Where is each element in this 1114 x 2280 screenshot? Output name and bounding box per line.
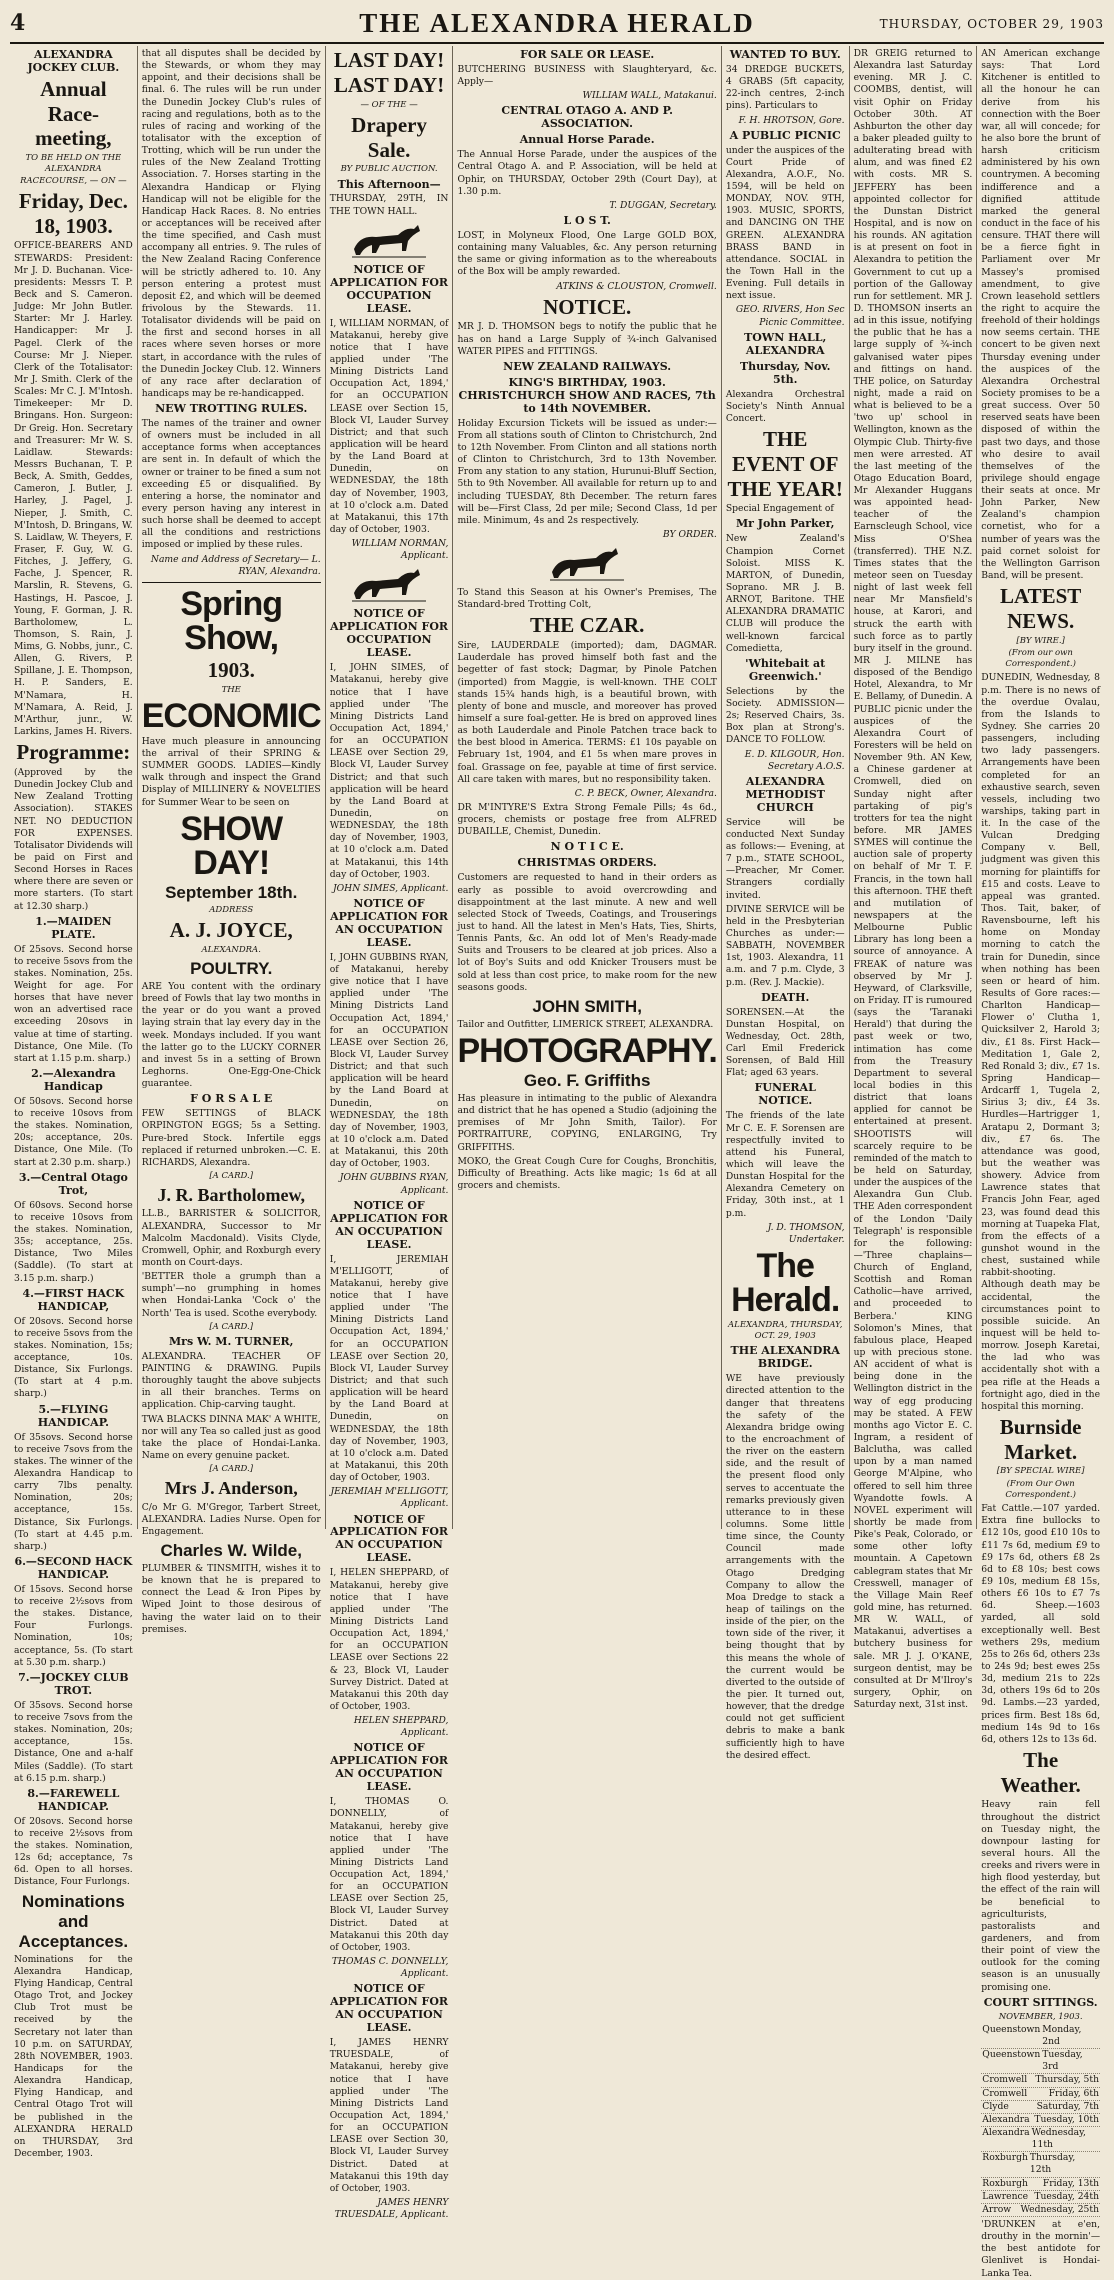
headline: A. J. JOYCE, (169, 917, 293, 942)
signature-line: J. D. THOMSON, Undertaker. (767, 1221, 845, 1245)
headline: FOR SALE OR LEASE. (520, 48, 655, 61)
issue-date: THURSDAY, OCTOBER 29, 1903 (879, 17, 1104, 31)
body-text: 'DRUNKEN at e'en, drouthy in the mornin'—the best antidote for Glenlivet is Hondai-Lanka Tea. (981, 2219, 1101, 2279)
body-text: 34 DREDGE BUCKETS, 4 GRABS (5ft capacity, 22-inch centres, 2-inch pins). Particulars to (725, 63, 845, 112)
headline: PHOTOGRAPHY. (457, 1031, 717, 1070)
sitting-date: Thursday, 5th (1035, 2074, 1100, 2086)
signature-line: HELEN SHEPPARD, Applicant. (353, 1715, 449, 1739)
body-text: Of 35sovs. Second horse to receive 7sovs from the stakes. The winner of the Alexandra Handicap to carry 7lbs penalty. Nomination, 20s; acceptance, 15s. Distance, Six Furlongs. (To start at 4.45 p.m. sharp.) (14, 1431, 133, 1552)
headline: NOTICE OF APPLICATION FOR AN OCCUPATION LEASE. (330, 896, 449, 949)
headline: Thursday, Nov. 5th. (739, 359, 831, 386)
headline: LAST DAY! LAST DAY! (333, 48, 445, 97)
sitting-row (981, 2204, 1100, 2217)
columns (10, 46, 1104, 2279)
headline: Mrs J. Anderson, (164, 1478, 298, 1499)
body-text: that all disputes shall be decided by the Stewards, or whom they may appoint, and their decisions shall be final. 6. The rules will be run under the Dunedin Jockey Club's rules of racing and regulations, both as to the rules of racing and working of the totalisator with the exception of Trotting, which will be run under the rules of the New Zealand Trotting Association. 7. Horses starting in the Alexandra Handicap or Flying Handicap will not be eligible for the Handicap Hack Races. 8. No entries or acceptances will be received after the time specified, and Cash must accompany all entries. 9. The rules of the New Zealand Racing Conference will be strictly adhered to. 10. Any person entering a protest must deposit £2, and which will be deemed frivolous by the Stewards. 11. Totalisator dividends will be paid on the first and second horses in all races where seven horses or more start, in accordance with the rules of the Dunedin Jockey Club. 12. Winners of any race after declaration of handicaps may be re-handicapped. (141, 48, 321, 399)
body-text: Has pleasure in intimating to the public of Alexandra and district that he has opened a Studio (adjoining the premises of Mr John Smith, Tailor). For PORTRAITURE, COPYING, ENLARGING, Try GRIFFITHS. (457, 1093, 717, 1153)
body-text: DR M'INTYRE'S Extra Strong Female Pills; 4s 6d., grocers, chemists or postage free from ALFRED DUBAILLE, Chemist, Dunedin. (457, 802, 717, 838)
headline: F O R S A L E (190, 1092, 273, 1106)
sitting-place: Roxburgh (982, 2152, 1028, 2164)
body-text: DR GREIG returned to Alexandra last Saturday evening. MR J. C. COOMBS, dentist, will visit Ophir on Friday October 30th. AT Ashburton the other day a baker pleaded guilty to adulterating bread with alum, and was fined £2 with costs. MR S. JEFFERY has been appointed collector for the Dunstan District Hospital, and is now on his rounds. AN agitation is at present on foot in Alexandra to petition the Government to cut up a portion of the Galloway run for settlement. MR J. D. THOMSON inserts an ad in this issue, notifying the public that he has a large supply of ¾-inch galvanised water pipes and fittings on hand. THE police, on Saturday night, made a raid on what is believed to be a 'two up' school in Wellington, known as the Olympic Club. Thirty-five men were arrested. AT the last meeting of the Otago Education Board, Mr Alexander Huggans was appointed head-teacher of the Earnscleugh School, vice Miss O'Shea (transferred). THE N.Z. Times states that the meteor seen on Tuesday night of last week fell near Mr Mansfield's house, at Karori, and struck the earth with such force as to partly bury itself in the ground. MR J. MILNE has disposed of the Bendigo Hotel, Alexandra, to Mr E. Bellamy, of Dunedin. A PUBLIC picnic under the auspices of the Alexandra Court of Foresters will be held on November 9th. AN Kew, a Chinese gardener at Cromwell, died on Sunday night after partaking of pig's trotters for tea the night before. MR JAMES SYMES will continue the auction sale of property on behalf of Mr T. F. Francis, in the town hall this afternoon. THE theft and mutilation of newspapers at the Melbourne Public Library has long been a source of annoyance. A FREAK of nature was observed by Mr J. Heyward, of Clarksville, on Friday. IT is rumoured (says the 'Taranaki Herald') that during the past week or two, intimation has come from the Treasury Department to several local bodies in this district that loans applied for cannot be entertained at present. SHOOTISTS will scarcely require to be reminded of the match to be held on Saturday, under the auspices of the Alexandra Gun Club. THE Aden correspondent of the London 'Daily Telegraph' is responsible for the following:—'Three chaplains—Church of England, Scottish and Roman Catholic—have arrived, and proceeded to Berbera.' KING Solomon's Mines, that fabulous place, Heaped up with precious stone. AN accident of what is being done in the Wellington district in the way of egg producing may be stated. A FEW months ago Victor E. C. Ingram, a resident of Balclutha, was called upon by a man named George M'Alpine, who offered to sell him three Wyandotte fowls. A NOVEL experiment will shortly be made from Pike's Peak, Colorado, or some other lofty mountain. A Capetown cablegram states that Mr Cresswell, manager of the Village Main Reef gold mine, has returned. MR W. WALL, of Matakanui, advertises a butchery business for sale. MR J. J. O'KANE, surgeon dentist, may be consulted at Dr M'Ilroy's surgery, Ophir, on Saturday next, 31st inst. (853, 48, 973, 1711)
headline: A PUBLIC PICNIC (729, 128, 841, 142)
subheading: (From our own Correspondent.) (1005, 647, 1076, 670)
headline: Annual Horse Parade. (519, 133, 655, 147)
body-text: PLUMBER & TINSMITH, wishes it to be known that he is prepared to connect the Lead & Iron Pipes by Wiped Joint to those desirous of having the water laid on to their premises. (141, 1563, 321, 1635)
headline: FUNERAL NOTICE. (754, 1081, 816, 1108)
column-6 (850, 46, 978, 1711)
column-5 (722, 46, 850, 1761)
headline: ALEXANDRA METHODIST CHURCH (745, 774, 825, 814)
signature-line: JOHN SIMES, Applicant. (332, 882, 449, 894)
headline: Geo. F. Griffiths (523, 1070, 651, 1090)
body-text: Sire, LAUDERDALE (imported); dam, DAGMAR. Lauderdale has proved himself both fast and the begetter of fast stock; Dagmar, by Pinole Patchen (imported) from Maggie, is well-known. THE COLT stands 15¾ hands high, is a beautiful brown, with plenty of bone and muscle, and moreover has proved himself a sure foal-getter. He is bred on approved lines as both Lauderdale and Pinole Patchen trace back to the best blood in America. TERMS: £1 10s payable on February 1st, 1904, and £1 5s when mare proves in foal. Grassage on fee, payable at time of first service. All care taken with mares, but no responsibility taken. (457, 640, 717, 785)
sitting-date: Thursday, 12th (1029, 2152, 1076, 2176)
body-text: To Stand this Season at his Owner's Premises, The Standard-bred Trotting Colt, (457, 587, 717, 611)
page-number: 4 (10, 10, 26, 36)
subheading: [A CARD.] (209, 1464, 254, 1475)
signature-line: GEO. RIVERS, Hon Sec Picnic Committee. (735, 304, 845, 328)
body-text: Service will be conducted Next Sunday as follows:— Evening, at 7 p.m., STATE SCHOOL,—Preacher, Mr Comer. Strangers cordially invited. (725, 816, 845, 901)
signature-line: T. DUGGAN, Secretary. (609, 199, 717, 211)
headline: 5.—FLYING HANDICAP. (37, 1402, 109, 1429)
body-text: Of 15sovs. Second horse to receive 2½sovs from the stakes. Distance, Four Furlongs. Nomination, 10s; acceptance, 5s. (To start at 5.30 p.m. sharp.) (14, 1583, 133, 1668)
body-text: I, THOMAS O. DONNELLY, of Matakanui, hereby give notice that I have applied under 'The Mining Districts Land Occupation Act, 1894,' for an OCCUPATION LEASE over Section 25, Block VI, Lauder Survey District. Dated at Matakanui this 20th day of October, 1903. (329, 1796, 449, 1953)
body-text: Heavy rain fell throughout the district on Tuesday night, the downpour lasting for several hours. All the creeks and rivers were in high flood yesterday, but the effect of the rain will be beneficial to agriculturists, pastoralists and gardeners, and from their point of view the outlook for the coming season is an unusually promising one. (981, 1799, 1101, 1993)
subheading: — OF THE — (360, 99, 418, 110)
headline: Nominations and Acceptances. (18, 1891, 129, 1951)
subheading: (From Our Own Correspondent.) (1005, 1478, 1076, 1500)
body-text: I, WILLIAM NORMAN, of Matakanui, hereby give notice that I have applied under 'The Mining Districts Land Occupation Act, 1894,' for an OCCUPATION LEASE over Section 15, Block VI, Lauder Survey District; and that such application will be heard by the Land Board at Dunedin, on WEDNESDAY, the 18th day of November, 1903, at 10 o'clock a.m. Dated at Matakanui, this 17th day of October, 1903. (329, 317, 449, 536)
headline: Programme: (16, 740, 131, 765)
masthead (10, 8, 1104, 44)
body-text: Of 20sovs. Second horse to receive 5sovs from the stakes. Nomination, 15s; acceptance, 10s. Distance, Six Furlongs. (To start at 4 p.m. sharp.) (14, 1315, 133, 1400)
signature-line: JAMES HENRY TRUESDALE, Applicant. (334, 2197, 449, 2221)
headline: THE ALEXANDRA BRIDGE. (730, 1344, 840, 1371)
sitting-row (981, 2101, 1100, 2114)
body-text: THURSDAY, 29TH, IN THE TOWN HALL. (329, 193, 449, 217)
body-text: Nominations for the Alexandra Handicap, Flying Handicap, Central Otago Trot, and Jockey Club Trot must be received by the Secretary not later than 10 p.m. on SATURDAY, 28th NOVEMBER, 1903. Handicaps for the Alexandra Handicap, Flying Handicap, and Central Otago Trot will be published in the ALEXANDRA HERALD on THURSDAY, 3rd December, 1903. (14, 1953, 133, 2159)
signature-line: ATKINS & CLOUSTON, Cromwell. (556, 280, 717, 292)
body-text: Have much pleasure in announcing the arrival of their SPRING & SUMMER GOODS. LADIES—Kindly walk through and inspect the Grand Display of MILLINERY & NOVELTIES for Summer Wear to be seen on (141, 735, 321, 808)
body-text: 'BETTER thole a grumph than a sumph'—no grumphing in homes when Hondai-Lanka 'Cock o' the North' Tea is used. Scothe everybody. (141, 1271, 321, 1319)
sitting-place: Cromwell (982, 2087, 1028, 2099)
headline: Charles W. Wilde, (160, 1540, 302, 1560)
headline: KING'S BIRTHDAY, 1903. CHRISTCHURCH SHOW AND RACES, 7th to 14th NOVEMBER. (458, 375, 716, 415)
headline: THE CZAR. (529, 613, 645, 638)
headline: POULTRY. (190, 958, 273, 978)
body-text: Customers are requested to hand in their orders as early as possible to avoid overcrowding and disappointment at the last minute. A new and well selected Stock of Tweeds, Coatings, and Trouserings just to hand. All the latest in Men's Hats, Ties, Shirts, Tennis Pants, &c. An odd lot of Men's Ready-made Suits and Trousers to be cleared at job prices. Also a lot of Boy's Suits and odd Knicker Trousers must be sold at less than cost price, to make room for the new seasons goods. (457, 872, 717, 993)
column-2 (138, 46, 326, 1635)
headline: WANTED TO BUY. (729, 48, 841, 61)
body-text: The Annual Horse Parade, under the auspices of the Central Otago A. and P. Association, will be held at Ophir, on THURSDAY, October 29th (Court Day), at 1.30 p.m. (457, 149, 717, 197)
sitting-row (981, 2088, 1100, 2101)
headline: 3.—Central Otago Trot, (18, 1170, 128, 1197)
headline: NEW TROTTING RULES. (155, 402, 308, 416)
headline: 2.—Alexandra Handicap (31, 1066, 116, 1093)
signature-line: JEREMIAH M'ELLIGOTT, Applicant. (330, 1486, 449, 1510)
column-1 (10, 46, 138, 2159)
subheading: [BY SPECIAL WIRE] (996, 1466, 1085, 1477)
body-text: Fat Cattle.—107 yarded. Extra fine bullocks to £12 10s, good £10 10s to £11 7s 6d, medium £9 to £9 17s 6d, others £8 2s 6d to £8 10s; best cows £9 10s, medium £8 15s, others £6 10s to £7 7s 6d. Sheep.—1603 yarded, all sold exceptionally well. Best wethers 29s, medium 25s to 26s 6d, others 23s to 24s 9d; best ewes 25s 3d, medium 21s to 22s 3d, others 19s 6d to 20s 9d. Lambs.—23 yarded, prices firm. Best 18s 6d, medium 14s 9d to 16s 6d, others 12s to 13s 6d. (981, 1503, 1101, 1745)
signature-line: THOMAS C. DONNELLY, Applicant. (331, 1956, 449, 1980)
sitting-row (981, 2191, 1100, 2204)
signature-line: BY ORDER. (662, 529, 717, 540)
headline: The Weather. (1000, 1747, 1081, 1797)
body-text: LOST, in Molyneux Flood, One Large GOLD BOX, containing many Valuables, &c. Any person returning the same or giving information as to the whereabouts of the Box will be amply rewarded. (457, 229, 717, 278)
body-text: Of 60sovs. Second horse to receive 10sovs from the stakes. Nomination, 35s; acceptance, 25s. Distance, Two Miles (Saddle). (To start at 3.15 p.m. sharp.) (14, 1199, 133, 1284)
sitting-date: Tuesday, 24th (1034, 2190, 1100, 2202)
sitting-row (981, 2049, 1100, 2074)
horse-trotter-illustration (346, 565, 432, 605)
body-text: TWA BLACKS DINNA MAK' A WHITE, nor will any Tea so called just as good take the place of Hondai-Lanka. Name on every genuine packet. (141, 1413, 321, 1461)
headline: SHOW DAY! (180, 809, 283, 882)
sitting-row (981, 2127, 1100, 2152)
body-text: LL.B., BARRISTER & SOLICITOR, ALEXANDRA, Successor to Mr Malcolm Macdonald). Visits Clyde, Cromwell, Ophir, and Roxburgh every month on Court-days. (141, 1208, 321, 1268)
headline: L O S T. (563, 214, 611, 227)
headline: Mr John Parker, (735, 517, 835, 531)
column-7 (977, 46, 1104, 2279)
body-text: Special Engagement of (725, 503, 834, 515)
body-text: Holiday Excursion Tickets will be issued as under:— From all stations south of Clinton to Christchurch, 2nd to 12th November. From Clinton and all stations north of Clinton to Christchurch, 3rd to 13th November. From any station to any station, Hurunui-Bluff Section, 5th to 9th November. All available for return up to and including TUESDAY, 8th December. The return fares will be—First Class, 2d per mile; Second Class, 1d per mile. Minimum, 4s and 2s respectively. (457, 417, 717, 526)
headline: LATEST NEWS. (999, 584, 1082, 633)
headline: September 18th. (165, 882, 298, 902)
body-text: I, JOHN SIMES, of Matakanui, hereby give notice that I have applied under 'The Mining Districts Land Occupation Act, 1894,' for an OCCUPATION LEASE over Section 29, Block VI, Lauder Survey District; and that such application will be heard by the Land Board at Dunedin, on WEDNESDAY, the 18th day of November, 1903, at 10 o'clock a.m. Dated at Matakanui, this 14th day of October, 1903. (329, 662, 449, 880)
subheading: ALEXANDRA, THURSDAY, OCT. 29, 1903 (728, 1319, 843, 1342)
headline: N O T I C E. (550, 840, 624, 854)
column-3 (326, 46, 454, 2221)
headline: 4.—FIRST HACK HANDICAP, (22, 1286, 125, 1313)
headline: This Afternoon— (337, 177, 441, 191)
sitting-place: Clyde (982, 2100, 1009, 2112)
subheading: NOVEMBER, 1903. (998, 2011, 1083, 2022)
body-text: ARE You content with the ordinary breed of Fowls that lay two months in the year or do you want a proved laying strain that lay every day in the week. Mondays included. If you want the latter go to the LUCKY CORNER and invest 5s in a setting of Brown Leghorns. One-Egg-One-Chick guarantee. (141, 981, 321, 1090)
illustration (330, 565, 449, 605)
body-text: FEW SETTINGS of BLACK ORPINGTON EGGS; 5s a Setting. Pure-bred Stock. Infertile eggs replaced if returned unbroken.—C. E. RICHARDS, Alexandra. (141, 1108, 321, 1168)
body-text: MOKO, the Great Cough Cure for Coughs, Bronchitis, Difficulty of Breathing. Acts like magic; 1s 6d at all grocers and chemists. (457, 1155, 717, 1191)
subheading: TO BE HELD ON THE ALEXANDRA RACECOURSE, — ON — (20, 153, 127, 186)
subheading: [A CARD.] (209, 1170, 254, 1181)
illustration (457, 544, 716, 584)
signature-line: Name and Address of Secretary— L. RYAN, Alexandra. (150, 553, 321, 577)
signature-line: C. P. BECK, Owner, Alexandra. (574, 787, 717, 799)
headline: The Herald. (731, 1246, 840, 1319)
sitting-place: Queenstown (982, 2049, 1041, 2061)
body-text: DUNEDIN, Wednesday, 8 p.m. There is no news of the overdue Ovalau, from the Islands to Sydney. She carries 20 passengers, including two lady passengers. Arrangements have been completed for an exhaustive search, seven vessels, including two warships, taking part in it. In the case of the Vulcan Dredging Company v. Bell, judgment was given this morning for plaintiffs for £15 and costs. Leave to appeal was granted. Thos. Tait, baker, of Ravensbourne, left his home on Monday morning to catch the train for Dunedin, since when nothing has been seen or heard of him. Results of Gore races:—Charlton Handicap—Flower o' Clutha 1, Quicksilver 2, Harold 3; div., £1 8s. First Hack—Meditation 1, Gale 2, Red Ronald 3; div., £7 1s. Spring Handicap—Ardcarff 1, Tugela 2, Sirius 3; div., £4 3s. Hurdles—Hartrigger 1, Aratapu 2, Dormant 3; div., £7 6s. The attendance was good, but the weather was showery. Advice from Lawrence states that Francis John Fear, aged 23, was found dead this morning at Tuapeka Flat, from the effects of a gunshot wound in the chest, sustained while rabbit-shooting. Although death may be accidental, the circumstances point to possible suicide. An inquest will be held to-morrow. Joseph Karetai, the lad who was accidentally shot with a pea rifle at the Heads a fortnight ago, died in the hospital this morning. (981, 672, 1101, 1412)
headline: 8.—FAREWELL HANDICAP. (27, 1786, 120, 1813)
headline: JOHN SMITH, (532, 996, 642, 1016)
body-text: I, JAMES HENRY TRUESDALE, of Matakanui, hereby give notice that I have applied under 'The Mining Districts Land Occupation Act, 1894,' for an OCCUPATION LEASE over Section 30, Block VI, Lauder Survey District. Dated at Matakanui this 19th day of October, 1903. (329, 2037, 449, 2194)
subheading: [BY WIRE.] (1016, 635, 1065, 646)
headline: 7.—JOCKEY CLUB TROT. (18, 1670, 129, 1697)
body-text: Of 20sovs. Second horse to receive 2½sovs from the stakes. Nomination, 12s 6d; acceptance, 7s 6d. Open to all horses. Distance, Four Furlongs. (14, 1815, 133, 1888)
body-text: BUTCHERING BUSINESS with Slaughteryard, &c. Apply— (457, 63, 717, 88)
horse-trotter-illustration (544, 544, 630, 584)
body-text: SORENSEN.—At the Dunstan Hospital, on Wednesday, Oct. 28th, Carl Emil Frederick Sorensen, of Bald Hill Flat; aged 63 years. (725, 1006, 845, 1079)
sitting-date: Wednesday, 25th (1020, 2203, 1100, 2215)
body-text: Of 50sovs. Second horse to receive 10sovs from the stakes. Nomination, 20s; acceptance, 20s. Distance, One Mile. (To start at 2.30 p.m. sharp.) (14, 1095, 133, 1168)
column-4 (453, 46, 721, 1529)
headline: COURT SITTINGS. (983, 1995, 1098, 2009)
body-text: WE have previously directed attention to the danger that threatens the safety of the Alexandra bridge owing to the encroachment of the river on the eastern side, and the result of the present flood only serves to accentuate the remarks previously given utterance to in these columns. Some little time since, the County Council made arrangements with the Otago Dredging Company to allow the Moa Dredge to stack a heap of tailings on the inside of the pier, on the town side of the river, it being thought that by this means the whole of the current would be diverted to the outside of the pier. It turned out, however, that the dredge could not get sufficient debris to make a bank sufficiently high to have the desired effect. (725, 1373, 845, 1761)
headline: NOTICE OF APPLICATION FOR AN OCCUPATION LEASE. (330, 1198, 449, 1251)
body-text: I, JEREMIAH M'ELLIGOTT, of Matakanui, hereby give notice that I have applied under 'The Mining Districts Land Occupation Act, 1894,' for an OCCUPATION LEASE over Section 20, Block VI, Lauder Survey District; and that such application will be heard by the Land Board at Dunedin, on WEDNESDAY, the 18th day of November, 1903, at 10 o'clock a.m. Dated at Matakanui, this 20th day of October, 1903. (329, 1253, 449, 1484)
body-text: Of 35sovs. Second horse to receive 7sovs from the stakes. Nomination, 20s; acceptance, 15s. Distance, One and a-half Miles (Saddle). (To start at 6.15 p.m. sharp.) (14, 1699, 133, 1784)
court-sittings-list (981, 2024, 1100, 2217)
newspaper-title: THE ALEXANDRA HERALD (359, 8, 755, 38)
headline: Mrs W. M. TURNER, (168, 1334, 294, 1348)
subheading: ADDRESS (209, 904, 254, 915)
headline: NOTICE OF APPLICATION FOR OCCUPATION LEASE. (330, 262, 449, 315)
body-text: under the auspices of the Court Pride of Alexandra, A.O.F., No. 1594, will be held on MONDAY, NOV. 9TH, 1903. MUSIC, SPORTS, and DANCING ON THE GREEN. ALEXANDRA BRASS BAND in attendance. SOCIAL in the Town Hall in the Evening. Full details in next issue. (725, 144, 845, 302)
body-text: I, JOHN GUBBINS RYAN, of Matakanui, hereby give notice that I have applied under 'The Mining Districts Land Occupation Act, 1894,' for an OCCUPATION LEASE over Section 26, Block VI, Lauder Survey District; and that such application will be heard by the Land Board at Dunedin, on WEDNESDAY, the 18th day of November, 1903, at 10 o'clock a.m. Dated at Matakanui, this 20th day of October, 1903. (329, 951, 449, 1170)
illustration (330, 221, 449, 261)
body-text: MR J. D. THOMSON begs to notify the public that he has on hand a Large Supply of ¾-inch Galvanised WATER PIPES and FITTINGS. (457, 321, 717, 357)
sitting-row (981, 2114, 1100, 2127)
headline: NOTICE. (543, 294, 632, 319)
sitting-date: Wednesday, 11th (1031, 2127, 1086, 2151)
sitting-row (981, 2074, 1100, 2087)
headline: THE EVENT OF THE YEAR! (727, 427, 843, 501)
signature-line: WILLIAM WALL, Matakanui. (582, 90, 717, 102)
sitting-place: Queenstown (982, 2023, 1041, 2035)
body-text: AN American exchange says: That Lord Kitchener is entitled to all the honour he can derive from his connection with the Boer war, all will concede; for he also bore the brunt of harsh criticism administered by his own countrymen. A becoming indifference and a dignified attitude marked the general conduct in the face of his censure. THAT there will be a fierce fight in Parliament over Mr Massey's promised amendment, to give Crown leasehold settlers the right to acquire the freehold of their holdings now seems certain. THE concert to be given next Thursday evening under the auspices of the Alexandra Orchestral Society promises to be a great success. Over 50 reserved seats have been disposed of within the past two days, and those who desire to avail themselves of the privilege should engage their seats at once. Mr John Parker, New Zealand's champion cornetist, who for a number of years was the paid cornet soloist for the Wellington Garrison Band, will be present. (981, 48, 1101, 582)
body-text: C/o Mr G. M'Gregor, Tarbert Street, ALEXANDRA. Ladies Nurse. Open for Engagement. (141, 1501, 321, 1537)
headline: ALEXANDRA JOCKEY CLUB. (27, 48, 120, 74)
sitting-date: Friday, 13th (1042, 2177, 1100, 2189)
subheading: BY PUBLIC AUCTION. (340, 164, 438, 175)
horse-trotter-illustration (346, 221, 432, 261)
headline: DEATH. (761, 990, 810, 1004)
subheading: ALEXANDRA. (201, 944, 261, 955)
signature-line: E. D. KILGOUR, Hon. Secretary A.O.S. (744, 748, 845, 772)
sitting-place: Lawrence (982, 2190, 1029, 2202)
body-text: Of 25sovs. Second horse to receive 5sovs from the stakes. Nomination, 25s. Weight for age. For horses that have never won an advertised race exceeding 20sovs in value at time of starting. Distance, One Mile. (To start at 1.15 p.m. sharp.) (14, 943, 133, 1064)
headline: J. R. Bartholomew, (157, 1185, 305, 1206)
body-text: Alexandra Orchestral Society's Ninth Annual Concert. (725, 388, 845, 424)
body-text: DIVINE SERVICE will be held in the Presbyterian Churches as under:— SABBATH, NOVEMBER 1st, 1903. Alexandra, 11 a.m. and 7 p.m. Clyde, 3 p.m. (Rev. J. Mackie). (725, 903, 845, 988)
body-text: I, HELEN SHEPPARD, of Matakanui, hereby give notice that I have applied under 'The Mining Districts Land Occupation Act, 1894,' for an OCCUPATION LEASE over Sections 22 & 23, Block VI, Lauder Survey District. Dated at Matakanui this 20th day of October, 1903. (329, 1567, 449, 1712)
body-text: The names of the trainer and owner of owners must be included in all acceptance forms when acceptances are sent in. In default of which the owner or trainer to be fined a sum not exceeding £5 or disqualified. By entering a horse, the nominator and every person having any interest in such horse shall be deemed to accept all the conditions and restrictions imposed or implied by these rules. (141, 418, 321, 551)
headline: 'Whitebait at Greenwich.' (745, 656, 826, 683)
headline: NOTICE OF APPLICATION FOR AN OCCUPATION LEASE. (330, 1741, 449, 1794)
sitting-date: Friday, 6th (1048, 2087, 1100, 2099)
signature-line: WILLIAM NORMAN, Applicant. (351, 538, 449, 562)
headline: Friday, Dec. 18, 1903. (18, 188, 128, 238)
headline: NOTICE OF APPLICATION FOR AN OCCUPATION LEASE. (330, 1982, 449, 2035)
sitting-row (981, 2152, 1100, 2177)
signature-line: F. H. HROTSON, Gore. (738, 114, 845, 126)
body-text: OFFICE-BEARERS AND STEWARDS: President: Mr J. D. Buchanan. Vice-presidents: Messrs T. P. Beck and S. Cameron. Judge: Mr John Butler. Starter: Mr J. Harley. Handicapper: Mr J. Pagel. Clerk of the Course: Mr J. Nieper. Clerk of the Totalisator: Mr J. Smith. Clerk of the Scales: Mr C. J. M'Intosh. Timekeeper: Mr D. Bringans. Hon. Surgeon: Dr Greig. Hon. Secretary and Treasurer: Mr W. S. Laidlaw. Stewards: Messrs Buchanan, T. P. Beck, A. Smith, Geddes, Cameron, J. Butler, J. Harley, J. Pagel, J. Nieper, J. Smith, C. M'Intosh, D. Bringans, W. S. Laidlaw, W. Theyers, F. Fraser, F. Guy, W. G. Fitches, J. Jeffery, G. Fache, J. Spencer, R. Marslin, R. Stevens, G. Hastings, H. Pascoe, J. Young, F. Gorman, J. R. Bartholomew, L. Thomson, S. Rain, J. Mims, G. Nobbs, junr., C. Allen, G. Rivers, P. Spillane, J. E. Thompson, H. P. Sanders, E. M'Namara, H. M'Namara, A. Reid, J. M'Arthur, junr., W. Larkins, James H. Rivers. (14, 240, 133, 738)
headline: CENTRAL OTAGO A. AND P. ASSOCIATION. (501, 104, 673, 131)
body-text: New Zealand's Champion Cornet Soloist. MISS K. MARTON, of Dunedin, Soprano. MR J. B. ARNOT, Baritone. THE ALEXANDRA DRAMATIC CLUB will produce the well-known farcical Comedietta, (725, 533, 845, 654)
headline: NEW ZEALAND RAILWAYS. (503, 359, 672, 373)
sitting-row (981, 2178, 1100, 2191)
sitting-place: Arrow (982, 2203, 1012, 2215)
body-text: Tailor and Outfitter, LIMERICK STREET, ALEXANDRA. (457, 1018, 714, 1030)
sitting-date: Monday, 2nd (1042, 2023, 1082, 2048)
headline: 1903. (207, 657, 255, 682)
sitting-date: Saturday, 7th (1036, 2100, 1100, 2112)
subheading: THE (221, 684, 241, 695)
body-text: The friends of the late Mr C. E. F. Sorensen are respectfully invited to attend his Funeral, which will leave the Dunstan Hospital for the Alexandra Cemetery on Friday, 30th inst., at 1 p.m. (725, 1110, 845, 1219)
headline: Spring Show, (180, 584, 283, 657)
signature-line: JOHN GUBBINS RYAN, Applicant. (339, 1172, 449, 1196)
headline: ECONOMIC (141, 696, 321, 735)
divider (142, 582, 321, 583)
headline: 6.—SECOND HACK HANDICAP. (14, 1554, 133, 1581)
subheading: [A CARD.] (209, 1321, 254, 1332)
headline: Drapery Sale. (351, 112, 427, 162)
sitting-place: Cromwell (982, 2074, 1028, 2086)
headline: Burnside Market. (999, 1414, 1082, 1464)
body-text: ALEXANDRA. TEACHER OF PAINTING & DRAWING. Pupils thoroughly taught the above subjects in all their branches. Terms on application. Chip-carving taught. (141, 1350, 321, 1411)
sitting-place: Alexandra (982, 2113, 1030, 2125)
headline: NOTICE OF APPLICATION FOR OCCUPATION LEASE. (330, 607, 449, 660)
body-text: (Approved by the Dunedin Jockey Club and New Zealand Trotting Association). STAKES NET. NO DEDUCTION FOR EXPENSES. Totalisator Dividends will be paid on First and Second Horses in Races where there are seven or more starters. (To start at 12.30 sharp.) (14, 766, 133, 912)
sitting-date: Tuesday, 10th (1034, 2113, 1100, 2125)
sitting-place: Roxburgh (982, 2177, 1028, 2189)
sitting-date: Tuesday, 3rd (1042, 2049, 1083, 2073)
headline: Annual Race-meeting, (35, 76, 112, 151)
headline: 1.—MAIDEN PLATE. (35, 914, 112, 941)
body-text: Selections by the Society. ADMISSION—2s; Reserved Chairs, 3s. Box plan at Strong's. DANCE TO FOLLOW. (725, 685, 845, 746)
sitting-row (981, 2024, 1100, 2049)
headline: NOTICE OF APPLICATION FOR AN OCCUPATION LEASE. (330, 1512, 449, 1565)
sitting-place: Alexandra (982, 2127, 1030, 2139)
headline: TOWN HALL, ALEXANDRA (744, 330, 827, 357)
headline: CHRISTMAS ORDERS. (517, 856, 657, 870)
